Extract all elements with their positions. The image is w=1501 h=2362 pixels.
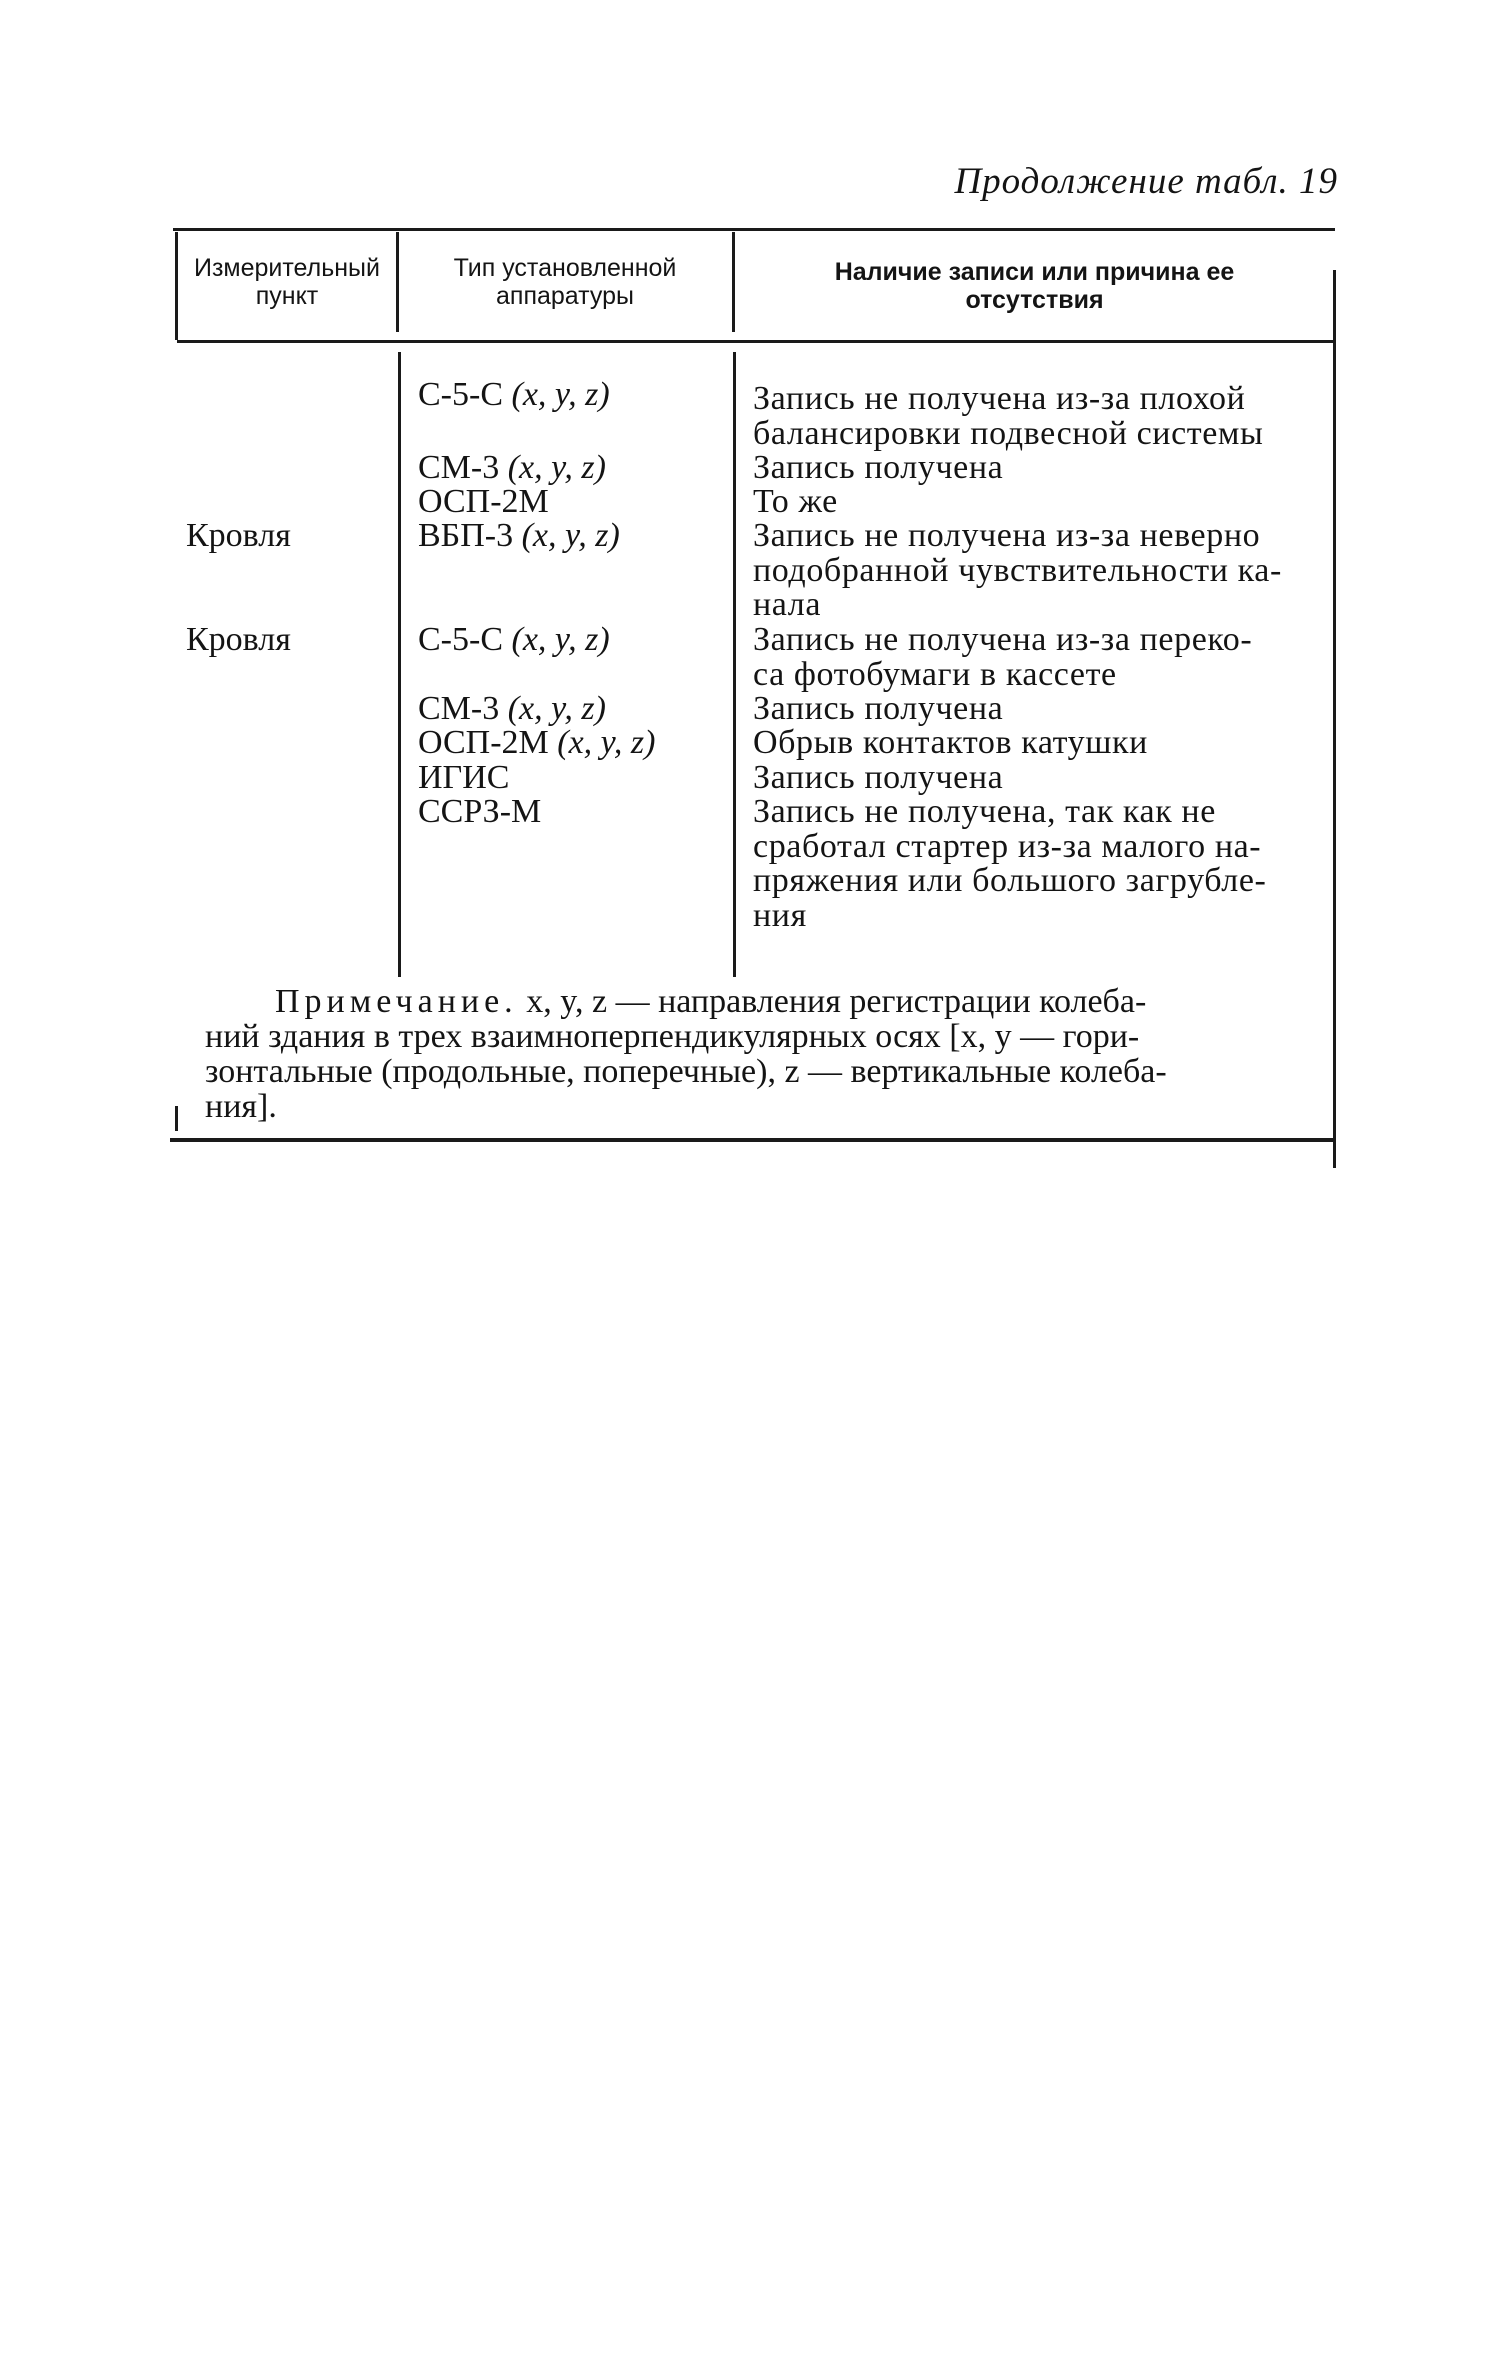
equipment-cell: СМ-3 (x, y, z) [418, 449, 606, 486]
table-caption: Продолжение табл. 19 [954, 161, 1338, 202]
header-record: Наличие записи или причина ее отсутствия [834, 258, 1235, 314]
record-cell: Запись получена [753, 759, 1004, 796]
header-equipment: Тип установленной аппаратуры [453, 254, 677, 310]
table-top-rule [173, 228, 1335, 231]
equipment-cell: СМ-3 (x, y, z) [418, 690, 606, 727]
record-cell: То же [753, 483, 838, 520]
record-cell: Запись не получена из-за переко- са фотобумаги в кассете [753, 621, 1253, 693]
column-divider-1 [398, 352, 401, 977]
header-bottom-rule [177, 340, 1335, 343]
record-cell: Запись получена [753, 690, 1004, 727]
column-divider-1 [396, 232, 399, 332]
equipment-cell: ОСП-2М [418, 483, 549, 520]
column-divider-2 [732, 232, 735, 332]
header-point: Измерительный пункт [194, 254, 380, 310]
note-label: Примечание. [275, 983, 518, 1020]
left-border [175, 1106, 178, 1131]
equipment-cell: ВБП-3 (x, y, z) [418, 517, 620, 554]
point-cell: Кровля [186, 517, 291, 554]
record-cell: Запись не получена из-за плохой балансировки подвесной системы [753, 380, 1264, 452]
table-bottom-rule [170, 1138, 1335, 1142]
record-cell: Запись не получена из-за неверно подобранной чувствительности ка- нала [753, 517, 1282, 623]
record-cell: Обрыв контактов катушки [753, 724, 1148, 761]
column-divider-2 [733, 352, 736, 977]
record-cell: Запись получена [753, 449, 1004, 486]
equipment-cell: ССРЗ-М [418, 793, 542, 830]
equipment-cell: С-5-С (x, y, z) [418, 621, 610, 658]
equipment-cell: ОСП-2М (x, y, z) [418, 724, 656, 761]
point-cell: Кровля [186, 621, 291, 658]
equipment-cell: ИГИС [418, 759, 510, 796]
record-cell: Запись не получена, так как не сработал стартер из-за малого на- пряжения или большого загрубле- ния [753, 793, 1267, 934]
equipment-cell: С-5-С (x, y, z) [418, 376, 610, 413]
table-note: Примечание. x, y, z — направления регистрации колеба- ний здания в трех взаимноперпендикулярных осях [x, y — гори- зонтальные (продольные, поперечные), z — вертикальные колеба- ния]. [205, 983, 1167, 1125]
